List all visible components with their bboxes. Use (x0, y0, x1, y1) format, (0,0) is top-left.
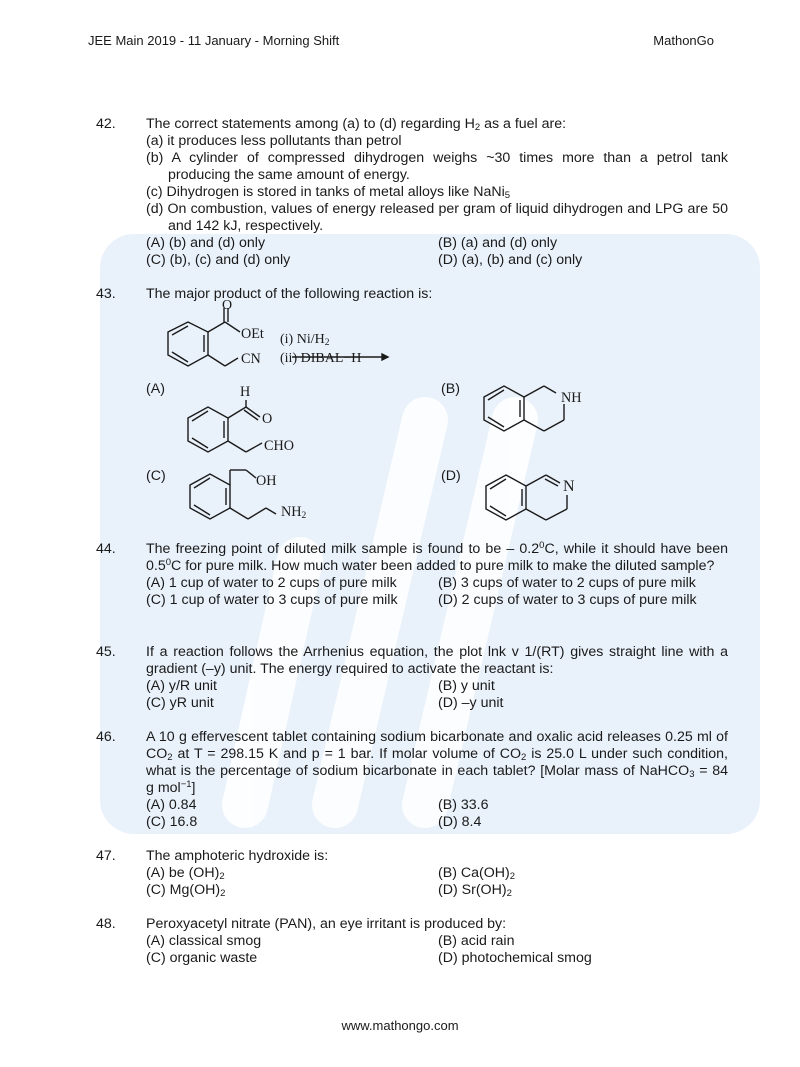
option-b-nh: NH (561, 390, 582, 406)
option-c-oh: OH (256, 473, 277, 489)
option-c-label[interactable]: (C) (146, 468, 166, 484)
option-b-label[interactable]: (B) (441, 381, 460, 397)
reactant-cn: CN (241, 351, 261, 367)
option-c[interactable]: (C) $Mg(OH)_2$ (146, 882, 226, 899)
option-a-hydrogen: H (240, 384, 251, 400)
option-d[interactable]: (D) 8.4 (438, 814, 482, 830)
option-c[interactable]: (C) 1 cup of water to 3 cups of pure milk (146, 592, 398, 608)
option-d[interactable]: (D) $Sr(OH)_2$ (438, 882, 512, 899)
reactant-oet: OEt (241, 326, 264, 342)
question-text: The correct statements among (a) to (d) regarding $H_2$ as a fuel are: (146, 116, 567, 133)
question-number: 44. (96, 541, 116, 557)
option-a-label[interactable]: (A) (146, 381, 165, 397)
option-a-cho: CHO (264, 438, 294, 454)
option-a[interactable]: (A) y/R unit (146, 678, 217, 694)
option-d[interactable]: (D) (a), (b) and (c) only (438, 252, 583, 268)
question-number: 48. (96, 916, 116, 932)
option-c[interactable]: (C) yR unit (146, 695, 214, 711)
reactant-structure (140, 300, 400, 380)
option-c-nh2: $NH_2$ (281, 504, 307, 521)
option-c[interactable]: (C) 16.8 (146, 814, 198, 830)
option-d[interactable]: (D) –y unit (438, 695, 504, 711)
option-d[interactable]: (D) 2 cups of water to 3 cups of pure milk (438, 592, 697, 608)
question-text: If a reaction follows the Arrhenius equation, the plot lnk v 1/(RT) gives straight line with a gradient (–y) unit. The energy required to activate the reactant is: (146, 644, 728, 677)
options (146, 678, 728, 712)
statement-a: (a) it produces less pollutants than petrol (146, 133, 402, 149)
question-47 (96, 848, 728, 899)
option-b[interactable]: (B) 3 cups of water to 2 cups of pure milk (438, 575, 696, 591)
question-text: Peroxyacetyl nitrate (PAN), an eye irritant is produced by: (146, 916, 507, 932)
question-number: 46. (96, 729, 116, 745)
question-text: A 10 g effervescent tablet containing sodium bicarbonate and oxalic acid releases 0.25 ml of $CO_2$ at T = 298.15 K and p = 1 bar. If molar volume of $CO_2$ is 25.0 L under such condition, what is the percentage of sodium bicarbonate in each tablet? [Molar mass of NaHCO$_3$ = 84 g mol$^{-1}$] (146, 729, 728, 796)
question-46 (96, 729, 728, 831)
option-a[interactable]: (A) classical smog (146, 933, 262, 949)
brand-name: MathonGo (653, 33, 714, 48)
option-a-oxygen: O (262, 411, 273, 427)
option-a[interactable]: (A) 1 cup of water to 2 cups of pure milk (146, 575, 397, 591)
question-number: 47. (96, 848, 116, 864)
page-footer (0, 1018, 800, 1033)
question-48 (96, 916, 728, 967)
option-d-nitrogen: N (563, 478, 575, 495)
statement-d: (d) On combustion, values of energy released per gram of liquid dihydrogen and LPG are 50 and 142 kJ, respectively. (146, 201, 728, 234)
option-b[interactable]: (B) $Ca(OH)_2$ (438, 865, 516, 882)
reagent-step-1: (i) $Ni/H_2$ (280, 332, 330, 348)
question-text: The freezing point of diluted milk sample is found to be – $0.2^0C$, while it should have been $0.5^0C$ for pure milk. How much water been added to pure milk to make the diluted sample? (146, 540, 728, 574)
option-c[interactable]: (C) (b), (c) and (d) only (146, 252, 291, 268)
option-a[interactable]: (A) be $(OH)_2$ (146, 865, 225, 882)
reactant-oxygen: O (222, 298, 233, 313)
option-d-structure[interactable] (480, 466, 590, 528)
question-45 (96, 644, 728, 712)
statement-b: (b) A cylinder of compressed dihydrogen weighs ~30 times more than a petrol tank producing the same amount of energy. (146, 150, 728, 183)
statement-c: (c) Dihydrogen is stored in tanks of metal alloys like NaNi$_5$ (146, 184, 511, 201)
option-c[interactable]: (C) organic waste (146, 950, 258, 966)
question-text: The major product of the following reaction is: (146, 286, 433, 302)
option-b-structure[interactable] (478, 380, 588, 440)
option-a[interactable]: (A) (b) and (d) only (146, 235, 266, 251)
option-b[interactable]: (B) (a) and (d) only (438, 235, 558, 251)
page-header (88, 33, 714, 48)
question-number: 43. (96, 286, 116, 302)
reagent-step-2: (ii) DIBAL−H (280, 351, 362, 366)
question-text: The amphoteric hydroxide is: (146, 848, 329, 864)
option-a-structure[interactable] (180, 395, 360, 470)
option-b[interactable]: (B) y unit (438, 678, 495, 694)
options (146, 797, 728, 831)
option-a[interactable]: (A) 0.84 (146, 797, 197, 813)
options (146, 865, 728, 899)
question-number: 45. (96, 644, 116, 660)
exam-title: JEE Main 2019 - 11 January - Morning Shift (88, 33, 340, 48)
option-d-label[interactable]: (D) (441, 468, 461, 484)
option-d[interactable]: (D) photochemical smog (438, 950, 592, 966)
option-b[interactable]: (B) 33.6 (438, 797, 489, 813)
question-number: 42. (96, 116, 116, 132)
question-44 (96, 541, 728, 609)
question-42 (96, 116, 728, 269)
option-b[interactable]: (B) acid rain (438, 933, 515, 949)
options (146, 575, 728, 609)
website-link[interactable]: www.mathongo.com (341, 1018, 459, 1033)
options (146, 933, 728, 967)
options (146, 235, 728, 269)
